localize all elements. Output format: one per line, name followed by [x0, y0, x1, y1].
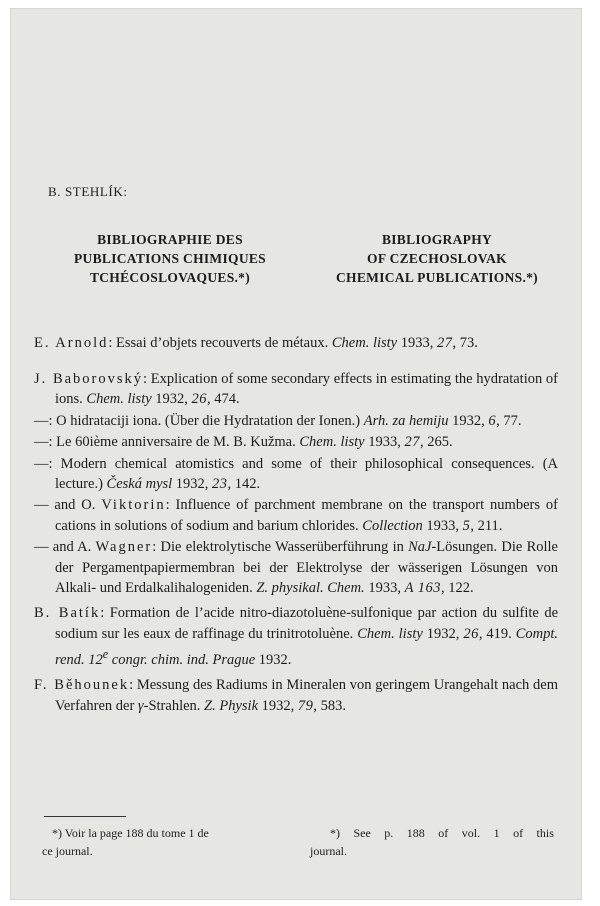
entry-journal: Česká mysl [106, 475, 173, 492]
entry-journal: Collection [362, 517, 423, 534]
entry-journal: Chem. listy [357, 625, 423, 642]
english-title [306, 230, 568, 287]
french-title-line: TCHÉCOSLOVAQUES.*) [89, 270, 251, 285]
entry-formula: NaJ [408, 539, 432, 556]
author-name: B. STEHLÍK: [48, 184, 128, 199]
footnote-word: p. [384, 826, 394, 840]
footnote-line: *) Voir la page 188 du tome 1 de [52, 826, 209, 840]
entry-title: : Explication of some secondary effects in estimating the hydratation of ions. [55, 370, 558, 408]
entry-journal: Chem. listy [86, 391, 152, 408]
bibliography-entry [34, 603, 558, 670]
entry-title: : Formation de l’acide nitro-diazotoluène-sulfonique par action du sulfite de sodium sur les eaux de raffinage du trinitrotoluène. [55, 605, 558, 642]
entry-author: — [34, 434, 49, 451]
footnote-word: of [513, 826, 524, 840]
entry-volume: 5 [462, 517, 471, 534]
entry-journal: Arh. za hemiju [363, 412, 449, 429]
entry-year: 1932, [258, 697, 298, 714]
entry-page: , 77. [496, 412, 522, 429]
entry-second-year: 1932. [255, 652, 292, 669]
entry-year: 1933, [422, 517, 463, 534]
bibliography-entry [34, 333, 558, 353]
footnote-word: *) [330, 826, 340, 840]
entry-year: 1932, [151, 391, 192, 408]
bibliography-list [34, 318, 558, 716]
footnote-word: this [536, 826, 554, 840]
footnote-french [42, 824, 286, 860]
entry-second-journal: Compt. rend. 12 [55, 625, 559, 669]
entry-author: — [34, 412, 49, 429]
entry-page: , 211. [470, 517, 503, 534]
entry-title-continued: -Strahlen. [143, 697, 205, 714]
entry-year: 1932, [448, 412, 489, 429]
document-page [10, 8, 582, 900]
entry-page: , 265. [419, 434, 453, 451]
entry-title: : Die elektrolytische Wasserüberführung in [152, 539, 409, 556]
entry-prefix: — and A. [34, 539, 96, 556]
french-title [40, 230, 300, 287]
footnote-word: of [438, 826, 449, 840]
entry-title: : O hidrataciji iona. (Über die Hydratation der Ionen.) [48, 412, 364, 429]
english-title-line: CHEMICAL PUBLICATIONS.*) [336, 270, 538, 285]
entry-page: , 122. [441, 579, 474, 596]
entry-journal: Chem. listy [331, 334, 398, 351]
entry-journal: Chem. listy [299, 434, 365, 451]
entry-volume: 6 [488, 412, 497, 429]
entry-volume: 23 [212, 475, 228, 492]
entry-year: 1932, [422, 625, 464, 642]
english-title-line: BIBLIOGRAPHY [381, 232, 493, 247]
entry-author: — [34, 455, 49, 472]
footnote-word: 1 [493, 826, 500, 840]
entry-title: : Modern chemical atomistics and some of their philosophical consequences. (A lecture.) [48, 455, 558, 492]
footnote-divider [44, 816, 126, 817]
bibliography-entry [34, 537, 558, 598]
bibliography-entry [34, 495, 558, 536]
bibliography-entry [34, 411, 558, 431]
entry-author: F. Běhounek [34, 677, 130, 694]
entry-volume: 27 [437, 334, 453, 351]
footnote-line [310, 824, 554, 842]
entry-title: : Le 60ième anniversaire de M. B. Kužma. [48, 434, 300, 451]
bibliography-entry [34, 454, 558, 495]
english-title-line: OF CZECHOSLOVAK [367, 251, 507, 266]
footnote-line: journal. [310, 844, 347, 858]
entry-second-journal-continued: congr. chim. ind. Prague [108, 652, 256, 669]
entry-title: : Influence of parchment membrane on the transport numbers of cations in solutions of sodium and barium chlorides. [55, 497, 558, 534]
entry-symbol: γ [137, 697, 144, 714]
entry-year: 1933, [364, 579, 405, 596]
footnote-word: vol. [461, 826, 481, 840]
entry-page: , 474. [207, 391, 240, 408]
footnote-word: See [353, 826, 371, 840]
footnote-word: 188 [406, 826, 425, 840]
entry-page: , 73. [452, 334, 478, 351]
entry-superscript: e [102, 647, 109, 662]
bibliography-entry [34, 432, 558, 452]
bibliography-entry [34, 675, 558, 716]
entry-volume: 27 [404, 434, 420, 451]
entry-author: Viktorin [101, 497, 166, 514]
entry-volume: 79 [297, 697, 314, 714]
entry-year: 1933, [397, 334, 437, 351]
entry-page: , 419. [478, 625, 516, 642]
french-title-line: BIBLIOGRAPHIE DES [97, 232, 243, 247]
entry-journal: Z. Physik [204, 697, 259, 714]
entry-author: E. Arnold [34, 334, 109, 351]
entry-year: 1932, [172, 475, 213, 492]
entry-page: , 583. [313, 697, 347, 714]
entry-page: , 142. [227, 475, 261, 492]
entry-author: J. Baborovský [34, 370, 144, 387]
entry-year: 1933, [364, 434, 405, 451]
entry-volume: 26 [463, 625, 479, 642]
french-title-line: PUBLICATIONS CHIMIQUES [73, 251, 266, 266]
entry-author: Wagner [95, 539, 153, 556]
footnote-line: ce journal. [42, 844, 93, 858]
entry-title: : Essai d’objets recouverts de métaux. [108, 334, 332, 351]
entry-author: B. Batík [34, 605, 101, 622]
entry-title: : Messung des Radiums in Mineralen von geringem Urangehalt nach dem Verfahren der [55, 677, 558, 714]
bibliography-entry [34, 369, 558, 410]
entry-journal: Z. physikal. Chem. [256, 579, 365, 596]
entry-title-continued: -Lösungen. Die Rolle der Pergamentpapiermembran bei der Elektrolyse der wässerigen Lösungen von Alkali- und Erdalkalihalogeniden. [55, 539, 558, 596]
entry-prefix: — and O. [34, 497, 102, 514]
entry-volume: A 163 [404, 579, 442, 596]
footnote-english [310, 824, 554, 860]
entry-volume: 26 [191, 391, 208, 408]
